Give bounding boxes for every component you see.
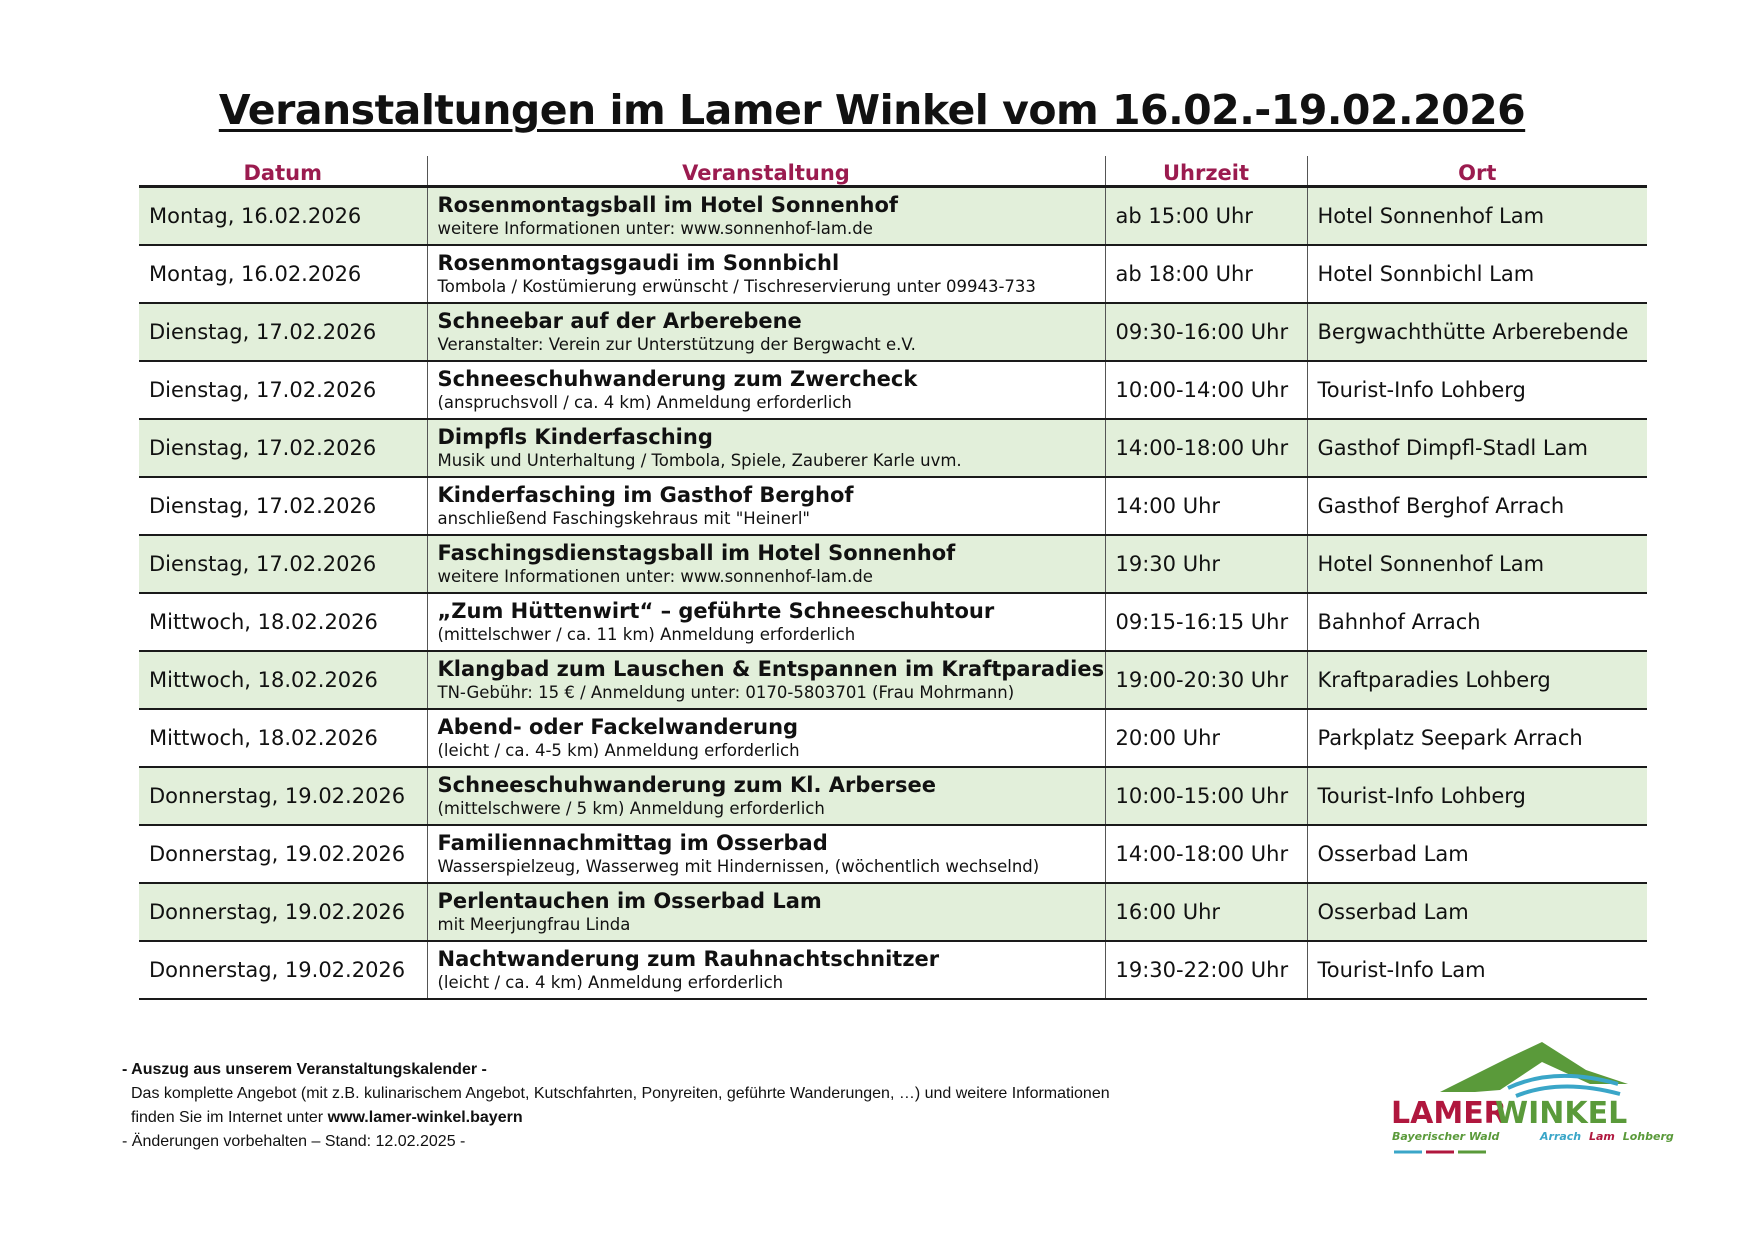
- logo-word-winkel: WINKEL: [1495, 1096, 1628, 1131]
- event-title: Kinderfasching im Gasthof Berghof: [437, 483, 854, 507]
- event-description: (mittelschwere / 5 km) Anmeldung erforderlich: [437, 799, 825, 818]
- cell-time: ab 15:00 Uhr: [1105, 187, 1307, 246]
- event-title: Klangbad zum Lauschen & Entspannen im Kraftparadies: [437, 657, 1105, 681]
- cell-place: Tourist-Info Lam: [1307, 941, 1647, 999]
- footer-notes: [122, 1058, 1110, 1154]
- cell-time: 09:15-16:15 Uhr: [1105, 593, 1307, 651]
- lamer-winkel-logo: [1390, 1040, 1674, 1160]
- event-description: (mittelschwer / ca. 11 km) Anmeldung erforderlich: [437, 625, 856, 644]
- cell-date: Donnerstag, 19.02.2026: [139, 941, 427, 999]
- cell-time: 09:30-16:00 Uhr: [1105, 303, 1307, 361]
- cell-event: [427, 187, 1105, 246]
- cell-place: Hotel Sonnbichl Lam: [1307, 245, 1647, 303]
- cell-date: Mittwoch, 18.02.2026: [139, 709, 427, 767]
- event-title: Rosenmontagsball im Hotel Sonnenhof: [437, 193, 899, 217]
- cell-time: 19:30 Uhr: [1105, 535, 1307, 593]
- event-title: Familiennachmittag im Osserbad: [437, 831, 828, 855]
- events-table: [139, 156, 1647, 1000]
- cell-event: [427, 767, 1105, 825]
- event-title: Abend- oder Fackelwanderung: [437, 715, 799, 739]
- cell-place: Gasthof Dimpfl-Stadl Lam: [1307, 419, 1647, 477]
- cell-event: [427, 883, 1105, 941]
- cell-date: Dienstag, 17.02.2026: [139, 535, 427, 593]
- cell-time: 14:00 Uhr: [1105, 477, 1307, 535]
- cell-date: Dienstag, 17.02.2026: [139, 477, 427, 535]
- event-description: weitere Informationen unter: www.sonnenhof-lam.de: [437, 567, 873, 586]
- cell-time: 20:00 Uhr: [1105, 709, 1307, 767]
- cell-date: Donnerstag, 19.02.2026: [139, 767, 427, 825]
- cell-event: [427, 941, 1105, 999]
- cell-time: 16:00 Uhr: [1105, 883, 1307, 941]
- event-description: Veranstalter: Verein zur Unterstützung der Bergwacht e.V.: [437, 335, 916, 354]
- event-title: Schneeschuhwanderung zum Kl. Arbersee: [437, 773, 937, 797]
- event-title: Faschingsdienstagsball im Hotel Sonnenhof: [437, 541, 956, 565]
- cell-event: [427, 825, 1105, 883]
- cell-time: ab 18:00 Uhr: [1105, 245, 1307, 303]
- cell-event: [427, 303, 1105, 361]
- event-description: (leicht / ca. 4 km) Anmeldung erforderlich: [437, 973, 784, 992]
- table-row: [139, 535, 1647, 593]
- cell-time: 19:30-22:00 Uhr: [1105, 941, 1307, 999]
- logo-subtitle-towns: [1539, 1130, 1674, 1143]
- logo-wave-2: [1516, 1086, 1620, 1096]
- column-header-date: Datum: [139, 156, 427, 187]
- column-header-time: Uhrzeit: [1105, 156, 1307, 187]
- cell-date: Donnerstag, 19.02.2026: [139, 883, 427, 941]
- cell-place: Hotel Sonnenhof Lam: [1307, 187, 1647, 246]
- event-description: TN-Gebühr: 15 € / Anmeldung unter: 0170-5803701 (Frau Mohrmann): [437, 683, 1015, 702]
- table-row: [139, 767, 1647, 825]
- cell-time: 10:00-15:00 Uhr: [1105, 767, 1307, 825]
- cell-place: Bergwachthütte Arberebende: [1307, 303, 1647, 361]
- event-description: weitere Informationen unter: www.sonnenhof-lam.de: [437, 219, 873, 238]
- event-description: anschließend Faschingskehraus mit "Heinerl": [437, 509, 810, 528]
- cell-event: [427, 245, 1105, 303]
- table-row: [139, 709, 1647, 767]
- cell-date: Montag, 16.02.2026: [139, 187, 427, 246]
- cell-event: [427, 651, 1105, 709]
- event-title: Schneeschuhwanderung zum Zwercheck: [437, 367, 918, 391]
- website-link[interactable]: www.lamer-winkel.bayern: [327, 1109, 523, 1126]
- cell-date: Dienstag, 17.02.2026: [139, 419, 427, 477]
- logo-town-arrach: Arrach: [1540, 1130, 1582, 1143]
- cell-date: Dienstag, 17.02.2026: [139, 303, 427, 361]
- table-row: [139, 825, 1647, 883]
- table-row: [139, 651, 1647, 709]
- cell-event: [427, 477, 1105, 535]
- page-title: Veranstaltungen im Lamer Winkel vom 16.02.-19.02.2026: [218, 86, 1526, 134]
- event-title: Perlentauchen im Osserbad Lam: [437, 889, 822, 913]
- cell-date: Montag, 16.02.2026: [139, 245, 427, 303]
- event-description: (anspruchsvoll / ca. 4 km) Anmeldung erforderlich: [437, 393, 852, 412]
- cell-date: Mittwoch, 18.02.2026: [139, 593, 427, 651]
- event-description: Musik und Unterhaltung / Tombola, Spiele, Zauberer Karle uvm.: [437, 451, 962, 470]
- event-title: „Zum Hüttenwirt“ – geführte Schneeschuhtour: [437, 599, 995, 623]
- logo-subtitle-region: Bayerischer Wald: [1392, 1130, 1500, 1143]
- cell-time: 14:00-18:00 Uhr: [1105, 825, 1307, 883]
- column-header-event: Veranstaltung: [427, 156, 1105, 187]
- table-header-row: [139, 156, 1647, 187]
- cell-event: [427, 709, 1105, 767]
- cell-event: [427, 593, 1105, 651]
- logo-word-lamer: LAMER: [1391, 1096, 1507, 1131]
- table-row: [139, 941, 1647, 999]
- cell-place: Osserbad Lam: [1307, 825, 1647, 883]
- table-row: [139, 883, 1647, 941]
- cell-event: [427, 419, 1105, 477]
- event-title: Rosenmontagsgaudi im Sonnbichl: [437, 251, 840, 275]
- footer-disclaimer: - Änderungen vorbehalten – Stand: 12.02.2025 -: [122, 1133, 466, 1150]
- table-row: [139, 477, 1647, 535]
- event-description: (leicht / ca. 4-5 km) Anmeldung erforderlich: [437, 741, 800, 760]
- cell-time: 19:00-20:30 Uhr: [1105, 651, 1307, 709]
- cell-place: Gasthof Berghof Arrach: [1307, 477, 1647, 535]
- column-header-place: Ort: [1307, 156, 1647, 187]
- cell-date: Donnerstag, 19.02.2026: [139, 825, 427, 883]
- logo-town-lam: Lam: [1588, 1130, 1615, 1143]
- event-title: Dimpfls Kinderfasching: [437, 425, 713, 449]
- footer-website-line: [122, 1106, 1110, 1130]
- table-row: [139, 303, 1647, 361]
- event-description: Tombola / Kostümierung erwünscht / Tischreservierung unter 09943-733: [437, 277, 1036, 296]
- table-row: [139, 593, 1647, 651]
- table-row: [139, 361, 1647, 419]
- cell-event: [427, 535, 1105, 593]
- cell-place: Hotel Sonnenhof Lam: [1307, 535, 1647, 593]
- footer-description: Das komplette Angebot (mit z.B. kulinarischem Angebot, Kutschfahrten, Ponyreiten, geführte Wanderungen, …) und weitere Informationen: [131, 1085, 1110, 1102]
- cell-place: Kraftparadies Lohberg: [1307, 651, 1647, 709]
- event-description: Wasserspielzeug, Wasserweg mit Hindernissen, (wöchentlich wechselnd): [437, 857, 1040, 876]
- logo-town-lohberg: Lohberg: [1622, 1130, 1674, 1143]
- event-title: Schneebar auf der Arberebene: [437, 309, 802, 333]
- cell-place: Tourist-Info Lohberg: [1307, 361, 1647, 419]
- footer-heading: - Auszug aus unserem Veranstaltungskalender -: [122, 1061, 487, 1078]
- table-row: [139, 187, 1647, 246]
- table-row: [139, 419, 1647, 477]
- cell-date: Dienstag, 17.02.2026: [139, 361, 427, 419]
- cell-event: [427, 361, 1105, 419]
- table-row: [139, 245, 1647, 303]
- cell-time: 14:00-18:00 Uhr: [1105, 419, 1307, 477]
- footer-website-prefix: finden Sie im Internet unter: [131, 1109, 328, 1126]
- cell-place: Osserbad Lam: [1307, 883, 1647, 941]
- logo-mountain-shape: [1440, 1042, 1628, 1092]
- event-title: Nachtwanderung zum Rauhnachtschnitzer: [437, 947, 940, 971]
- cell-place: Parkplatz Seepark Arrach: [1307, 709, 1647, 767]
- cell-place: Tourist-Info Lohberg: [1307, 767, 1647, 825]
- event-description: mit Meerjungfrau Linda: [437, 915, 631, 934]
- cell-date: Mittwoch, 18.02.2026: [139, 651, 427, 709]
- cell-time: 10:00-14:00 Uhr: [1105, 361, 1307, 419]
- cell-place: Bahnhof Arrach: [1307, 593, 1647, 651]
